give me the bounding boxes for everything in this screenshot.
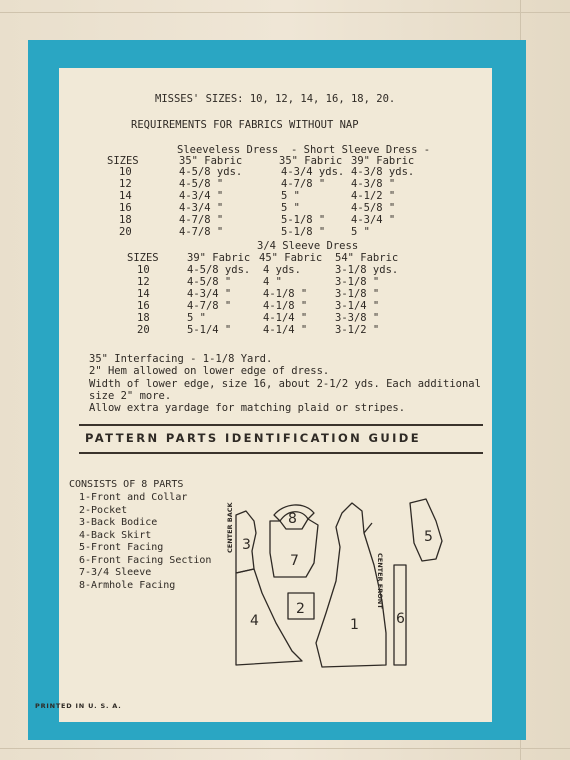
yardage-cell: 4-3/8 "	[351, 178, 396, 190]
sleeveless-title: Sleeveless Dress	[177, 144, 279, 156]
guide-title: PATTERN PARTS IDENTIFICATION GUIDE	[85, 431, 422, 445]
part-label: 7	[290, 553, 299, 569]
yardage-cell: 4-7/8 "	[281, 178, 326, 190]
parts-list-item: 7-3/4 Sleeve	[79, 567, 152, 578]
yardage-cell: 4-1/4 "	[263, 312, 308, 324]
part-label: 4	[250, 613, 259, 629]
center-front-label: CENTER FRONT	[376, 553, 384, 609]
col-head: 39" Fabric	[187, 252, 251, 264]
paper-edge	[0, 748, 570, 749]
yardage-cell: 4-1/8 "	[263, 300, 308, 312]
yardage-cell: 3-1/2 "	[335, 324, 380, 336]
yardage-cell: 4-5/8 "	[351, 202, 396, 214]
yardage-cell: 4-5/8 yds.	[179, 166, 243, 178]
size-cell: 10	[119, 166, 132, 178]
yardage-cell: 4-3/4 "	[179, 190, 224, 202]
size-cell: 16	[137, 300, 150, 312]
note-line: 2" Hem allowed on lower edge of dress.	[89, 365, 330, 377]
col-head: 54" Fabric	[335, 252, 399, 264]
yardage-cell: 5 "	[281, 190, 300, 202]
yardage-cell: 4-5/8 "	[179, 178, 224, 190]
printed-in-usa: PRINTED IN U. S. A.	[35, 702, 122, 710]
yardage-cell: 4-3/8 yds.	[351, 166, 415, 178]
paper-edge	[0, 12, 570, 13]
note-line: size 2" more.	[89, 390, 172, 402]
yardage-cell: 5-1/8 "	[281, 226, 326, 238]
size-cell: 20	[137, 324, 150, 336]
yardage-cell: 4-3/4 yds.	[281, 166, 345, 178]
parts-heading: CONSISTS OF 8 PARTS	[69, 479, 184, 490]
yardage-cell: 3-1/8 "	[335, 288, 380, 300]
col-head: 35" Fabric	[279, 155, 343, 167]
yardage-cell: 4 yds.	[263, 264, 301, 276]
parts-list-item: 5-Front Facing	[79, 542, 164, 553]
yardage-cell: 4-1/4 "	[263, 324, 308, 336]
parts-list-item: 8-Armhole Facing	[79, 579, 176, 591]
part-label: 8	[288, 511, 297, 527]
yardage-cell: 4-7/8 "	[179, 214, 224, 226]
size-cell: 20	[119, 226, 132, 238]
size-cell: 18	[119, 214, 132, 226]
size-cell: 10	[137, 264, 150, 276]
note-line: Allow extra yardage for matching plaid or stripes.	[89, 402, 406, 414]
col-head: 45" Fabric	[259, 252, 323, 264]
yardage-cell: 4-7/8 "	[187, 300, 232, 312]
short-sleeve-title: - Short Sleeve Dress -	[291, 144, 431, 156]
sizes-label: SIZES	[107, 155, 139, 167]
yardage-cell: 4-1/2 "	[351, 190, 396, 202]
size-cell: 14	[137, 288, 150, 300]
size-cell: 14	[119, 190, 132, 202]
part-label: 1	[350, 617, 359, 633]
size-cell: 16	[119, 202, 132, 214]
sizes-line: MISSES' SIZES: 10, 12, 14, 16, 18, 20.	[155, 93, 396, 105]
back-skirt-piece	[236, 569, 302, 665]
three-quarter-title: 3/4 Sleeve Dress	[257, 240, 359, 252]
parts-list-item: 4-Back Skirt	[79, 529, 152, 541]
size-cell: 12	[137, 276, 150, 288]
divider-bottom	[79, 452, 483, 454]
part-label: 2	[296, 601, 305, 617]
note-line: Width of lower edge, size 16, about 2-1/2 yds. Each additional	[89, 378, 481, 390]
yardage-cell: 4-3/4 "	[351, 214, 396, 226]
front-collar-piece	[316, 503, 386, 667]
yardage-cell: 4-5/8 yds.	[187, 264, 251, 276]
yardage-cell: 4-7/8 "	[179, 226, 224, 238]
yardage-cell: 3-1/8 "	[335, 276, 380, 288]
parts-list-item: 2-Pocket	[79, 504, 128, 516]
col-head: 39" Fabric	[351, 155, 415, 167]
sizes-label: SIZES	[127, 252, 159, 264]
yardage-cell: 3-1/8 yds.	[335, 264, 399, 276]
col-head: 35" Fabric	[179, 155, 243, 167]
yardage-cell: 5-1/4 "	[187, 324, 232, 336]
yardage-cell: 3-1/4 "	[335, 300, 380, 312]
note-line: 35" Interfacing - 1-1/8 Yard.	[89, 353, 273, 365]
part-label: 6	[396, 611, 405, 627]
divider-top	[79, 424, 483, 426]
part-label: 5	[424, 529, 433, 545]
yardage-cell: 5 "	[187, 312, 206, 324]
yardage-cell: 4-3/4 "	[179, 202, 224, 214]
yardage-cell: 5-1/8 "	[281, 214, 326, 226]
yardage-cell: 3-3/8 "	[335, 312, 380, 324]
instruction-panel	[35, 68, 492, 722]
part-label: 3	[242, 537, 251, 553]
parts-list-item: 6-Front Facing Section	[79, 554, 212, 566]
yardage-cell: 4 "	[263, 276, 282, 288]
size-cell: 12	[119, 178, 132, 190]
pattern-diagram	[214, 493, 464, 683]
yardage-cell: 5 "	[351, 226, 370, 238]
size-cell: 18	[137, 312, 150, 324]
parts-list-item: 3-Back Bodice	[79, 517, 158, 528]
center-back-label: CENTER BACK	[226, 502, 234, 553]
yardage-cell: 4-5/8 "	[187, 276, 232, 288]
requirements-heading: REQUIREMENTS FOR FABRICS WITHOUT NAP	[131, 119, 359, 131]
yardage-cell: 4-1/8 "	[263, 288, 308, 300]
yardage-cell: 5 "	[281, 202, 300, 214]
yardage-cell: 4-3/4 "	[187, 288, 232, 300]
parts-list-item: 1-Front and Collar	[79, 492, 188, 503]
